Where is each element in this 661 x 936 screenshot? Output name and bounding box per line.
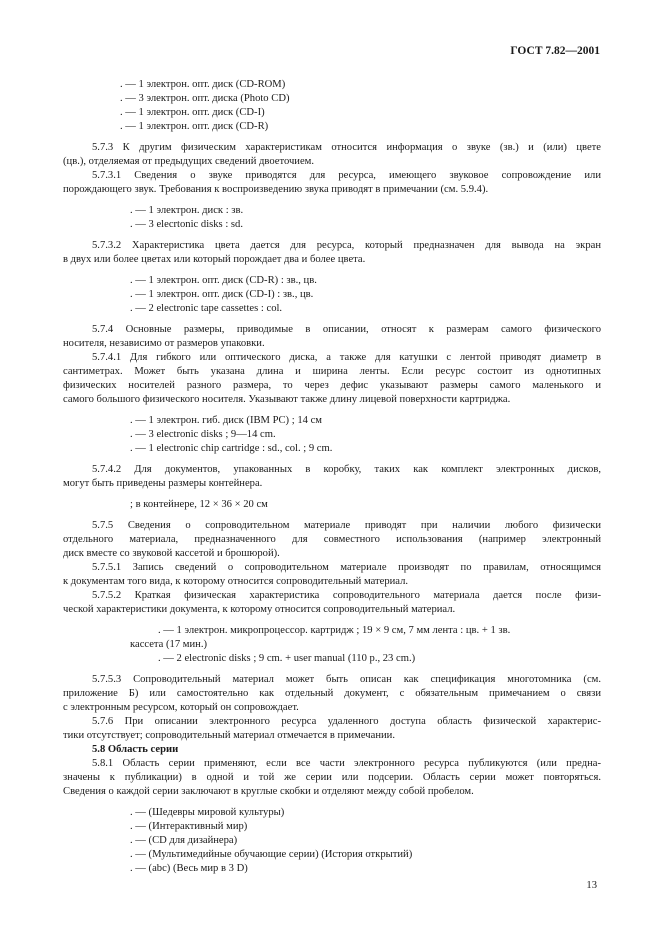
example-line: . — 1 электрон. опт. диск (CD-R) : зв., цв.	[130, 275, 317, 286]
example-line: . — 3 elecrtonic disks : sd.	[130, 219, 243, 230]
example-line: . — 1 электрон. опт. диск (CD-ROM)	[120, 79, 286, 90]
paragraph-line: диск вместе со звуковой кассетой и брошюрой).	[63, 548, 280, 559]
paragraph-line: 5.7.5.2 Краткая физическая характеристика сопроводительного материала дается после физи-	[92, 590, 601, 601]
example-line: . — (Интерактивный мир)	[130, 821, 248, 832]
paragraph-line: порождающего звук. Требования к воспроизведению звука приводят в примечании (см. 5.9.4).	[63, 184, 489, 195]
paragraph-line: значены к публикации) в одной и той же серии или подсерии. Область серии может повторяться.	[63, 772, 601, 783]
paragraph-line: 5.7.3.1 Сведения о звуке приводятся для ресурса, имеющего звуковое сопровождение или	[92, 170, 601, 181]
paragraph-line: 5.8.1 Область серии применяют, если все части электронного ресурса публикуются (или предна-	[92, 758, 601, 769]
example-line: . — 1 электрон. диск : зв.	[130, 205, 244, 216]
example-line: . — 1 electronic chip cartridge : sd., col. ; 9 cm.	[130, 443, 333, 454]
paragraph-line: (цв.), отделяемая от предыдущих сведений двоеточием.	[63, 156, 315, 167]
example-line: . — 1 электрон. опт. диск (CD-R)	[120, 121, 269, 132]
paragraph-line: 5.7.3.2 Характеристика цвета дается для ресурса, который предназначен для вывода на экран	[92, 240, 601, 251]
paragraph-line: носителя, независимо от размеров упаковки.	[63, 338, 265, 349]
example-line: ; в контейнере, 12 × 36 × 20 см	[130, 499, 268, 510]
paragraph-line: сантиметрах. Может быть указана длина и ширина ленты. Если ресурс состоит из однотипных	[63, 366, 601, 377]
paragraph-line: 5.7.4 Основные размеры, приводимые в описании, относят к размерам самого физического	[92, 324, 601, 335]
paragraph-line: самого большого физического носителя. Указывают также длину лицевой поверхности картриджа.	[63, 394, 511, 405]
paragraph-line: 5.7.3 К другим физическим характеристикам относится информация о звуке (зв.) и (или) цвете	[92, 142, 601, 153]
paragraph-line: ческой характеристики документа, к которому относится сопроводительный материал.	[63, 604, 456, 615]
example-line: . — (abc) (Весь мир в 3 D)	[130, 863, 248, 874]
paragraph-line: 5.7.5.3 Сопроводительный материал может быть описан как спецификация многотомника (см.	[92, 674, 601, 685]
example-line: . — 1 электрон. опт. диск (CD-I)	[120, 107, 265, 118]
paragraph-line: к документам того вида, к которому относится сопроводительный материал.	[63, 576, 409, 587]
paragraph-line: 5.7.5 Сведения о сопроводительном материале приводят при наличии любого физически	[92, 520, 601, 531]
paragraph-line: 5.7.6 При описании электронного ресурса удаленного доступа область физической характерис-	[92, 716, 601, 727]
example-line: . — 2 electronic disks ; 9 cm. + user manual (110 p., 23 cm.)	[158, 653, 416, 664]
paragraph-line: в двух или более цветах или который порождает два и более цвета.	[63, 254, 366, 265]
example-line: . — 3 электрон. опт. диска (Photo CD)	[120, 93, 290, 104]
example-line: . — (Мультимедийные обучающие серии) (История открытий)	[130, 849, 413, 860]
example-line: кассета (17 мин.)	[130, 639, 208, 650]
example-line: . — 3 electronic disks ; 9—14 cm.	[130, 429, 276, 440]
paragraph-line: 5.7.4.1 Для гибкого или оптического диска, а также для катушки с лентой приводят диаметр в	[92, 352, 601, 363]
paragraph-line: 5.7.5.1 Запись сведений о сопроводительном материале производят по правилам, относящимся	[92, 562, 601, 573]
paragraph-line: тики отсутствует; сопроводительный материал отмечается в примечании.	[63, 730, 395, 741]
example-line: . — 1 электрон. опт. диск (CD-I) : зв., цв.	[130, 289, 314, 300]
paragraph-line: приложение Б) или самостоятельно как отдельный документ, с обязательным примечанием о связи	[63, 688, 601, 699]
page-header: ГОСТ 7.82—2001	[510, 45, 600, 57]
example-line: . — 2 electronic tape cassettes : col.	[130, 303, 283, 314]
example-line: . — 1 электрон. гиб. диск (IBM PC) ; 14 см	[130, 415, 322, 426]
paragraph-line: отдельного материала, предназначенного для совместного использования (например электронный	[63, 534, 601, 545]
section-heading: 5.8 Область серии	[92, 744, 179, 755]
paragraph-line: могут быть приведены размеры контейнера.	[63, 478, 263, 489]
example-line: . — (Шедевры мировой культуры)	[130, 807, 285, 818]
page-number: 13	[586, 880, 597, 891]
paragraph-line: 5.7.4.2 Для документов, упакованных в коробку, таких как комплект электронных дисков,	[92, 464, 601, 475]
paragraph-line: с электронным ресурсом, который он сопровождает.	[63, 702, 299, 713]
paragraph-line: Сведения о каждой серии заключают в круглые скобки и отделяют между собой пробелом.	[63, 786, 474, 797]
example-line: . — (CD для дизайнера)	[130, 835, 238, 846]
example-line: . — 1 электрон. микропроцессор. картридж ; 19 × 9 см, 7 мм лента : цв. + 1 зв.	[158, 625, 511, 636]
paragraph-line: физических носителей разного размера, то через дефис указывают размеры самого маленького и	[63, 380, 601, 391]
